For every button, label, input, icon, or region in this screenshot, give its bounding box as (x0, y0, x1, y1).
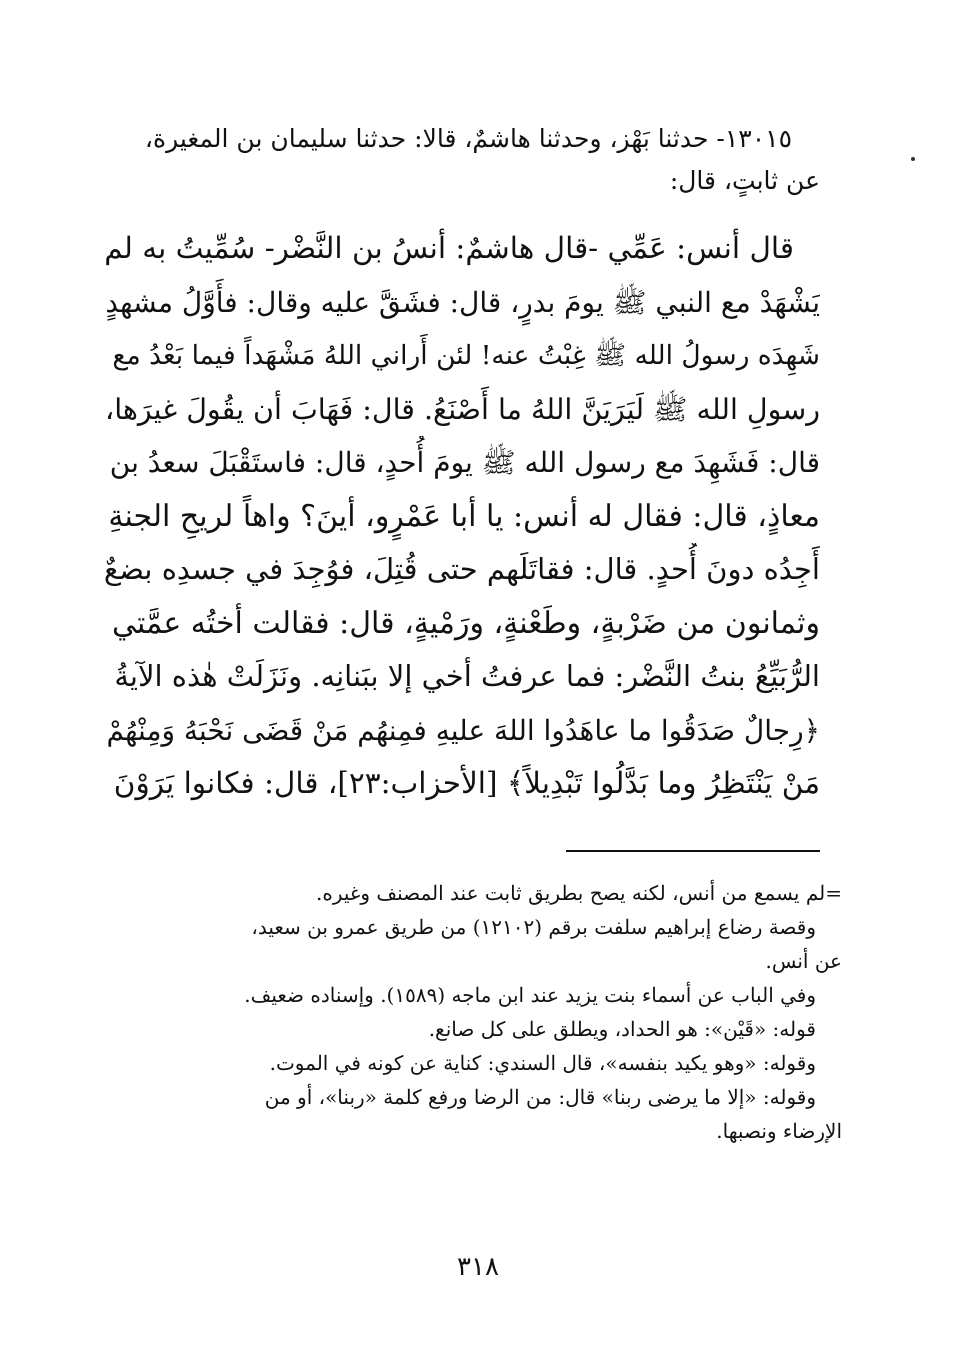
main-text-line: معاذٍ، قال: فقال له أنس: يا أبا عَمْرٍو، أينَ؟ واهاً لريحِ الجنةِ (108, 498, 820, 534)
hadith-main-text (104, 222, 820, 811)
footnote-paragraph (118, 876, 842, 910)
main-text-line: يَشْهَدْ مع النبي ﷺ يومَ بدرٍ، قال: فشَقَّ عليه وقال: فأَوَّلُ مشهدٍ (105, 285, 820, 319)
main-text-line: شَهِدَه رسولُ الله ﷺ غِبْتُ عنه! لئن أَراني اللهُ مَشْهَداً فيما بَعْدُ مع (112, 340, 820, 371)
footnote-paragraph (118, 1012, 842, 1046)
footnotes (118, 876, 842, 1148)
main-text-line: مَنْ يَنْتَظِرُ وما بَدَّلُوا تَبْدِيلاً﴾ [الأحزاب:٢٣]، قال: فكانوا يَرَوْنَ (113, 766, 820, 800)
footnote-separator (566, 850, 820, 852)
main-text-line: ﴿رِجالٌ صَدَقُوا ما عاهَدُوا اللهَ عليهِ فمِنهُم مَنْ قَضَى نَحْبَهُ وَمِنْهُمْ (106, 713, 820, 747)
hadith-header (110, 118, 820, 202)
main-text-line: وثمانون من ضَرْبةٍ، وطَعْنةٍ، ورَمْيةٍ، قال: فقالت أختُه عمَّتي (111, 605, 820, 641)
footnote-line: وقصة رضاع إبراهيم سلفت برقم (١٢١٠٢) من طريق عمرو بن سعيد، (251, 915, 816, 939)
page-number: ٣١٨ (457, 1252, 499, 1282)
footnote-line: وقوله: «إلا ما يرضى ربنا» قال: من الرضا ورفع كلمة «ربنا»، أو من (264, 1085, 816, 1109)
hadith-header-line: ١٣٠١٥- حدثنا بَهْز، وحدثنا هاشمٌ، قالا: حدثنا سليمان بن المغيرة، (144, 124, 792, 153)
footnote-line: وقوله: «وهو يكيد بنفسه»، قال السندي: كناية عن كونه في الموت. (269, 1051, 816, 1075)
main-text-line: رسولِ الله ﷺ لَيَرَيَنَّ اللهُ ما أَصْنَعُ. قال: فَهَابَ أن يقُولَ غيرَها، (105, 392, 820, 426)
margin-dot (911, 157, 915, 161)
footnote-line: قوله: «قَيْن»: هو الحداد، ويطلق على كل صانع. (428, 1017, 816, 1041)
main-text-line: الرُّبَيِّعُ بنتُ النَّضْر: فما عرفتُ أخي إلا ببَنانِه. ونَزَلَتْ هٰذه الآيةُ (114, 659, 820, 693)
footnote-line: =لم يسمع من أنس، لكنه يصح بطريق ثابت عند المصنف وغيره. (316, 881, 842, 905)
hadith-header-line: عن ثابتٍ، قال: (669, 166, 820, 195)
footnote-line: عن أنس. (765, 949, 842, 973)
footnote-paragraph (118, 978, 842, 1012)
footnote-paragraph (118, 910, 842, 978)
footnote-line: وفي الباب عن أسماء بنت يزيد عند ابن ماجه (١٥٨٩). وإسناده ضعيف. (244, 983, 816, 1007)
main-text-line: قال أنس: عَمِّي -قال هاشمٌ: أنسُ بن النَّضْر- سُمِّيتُ به لم (104, 231, 794, 265)
main-text-line: أَجِدُه دونَ أُحدٍ. قال: فقاتَلَهم حتى قُتِلَ، فوُجِدَ في جسدِه بضعٌ (104, 552, 820, 586)
main-text-line: قال: فَشَهِدَ مع رسول الله ﷺ يومَ أُحدٍ، قال: فاستَقْبَلَ سعدُ بن (109, 446, 820, 479)
footnote-line: الإرضاء ونصبها. (716, 1119, 842, 1143)
footnote-paragraph (118, 1080, 842, 1148)
footnote-paragraph (118, 1046, 842, 1080)
